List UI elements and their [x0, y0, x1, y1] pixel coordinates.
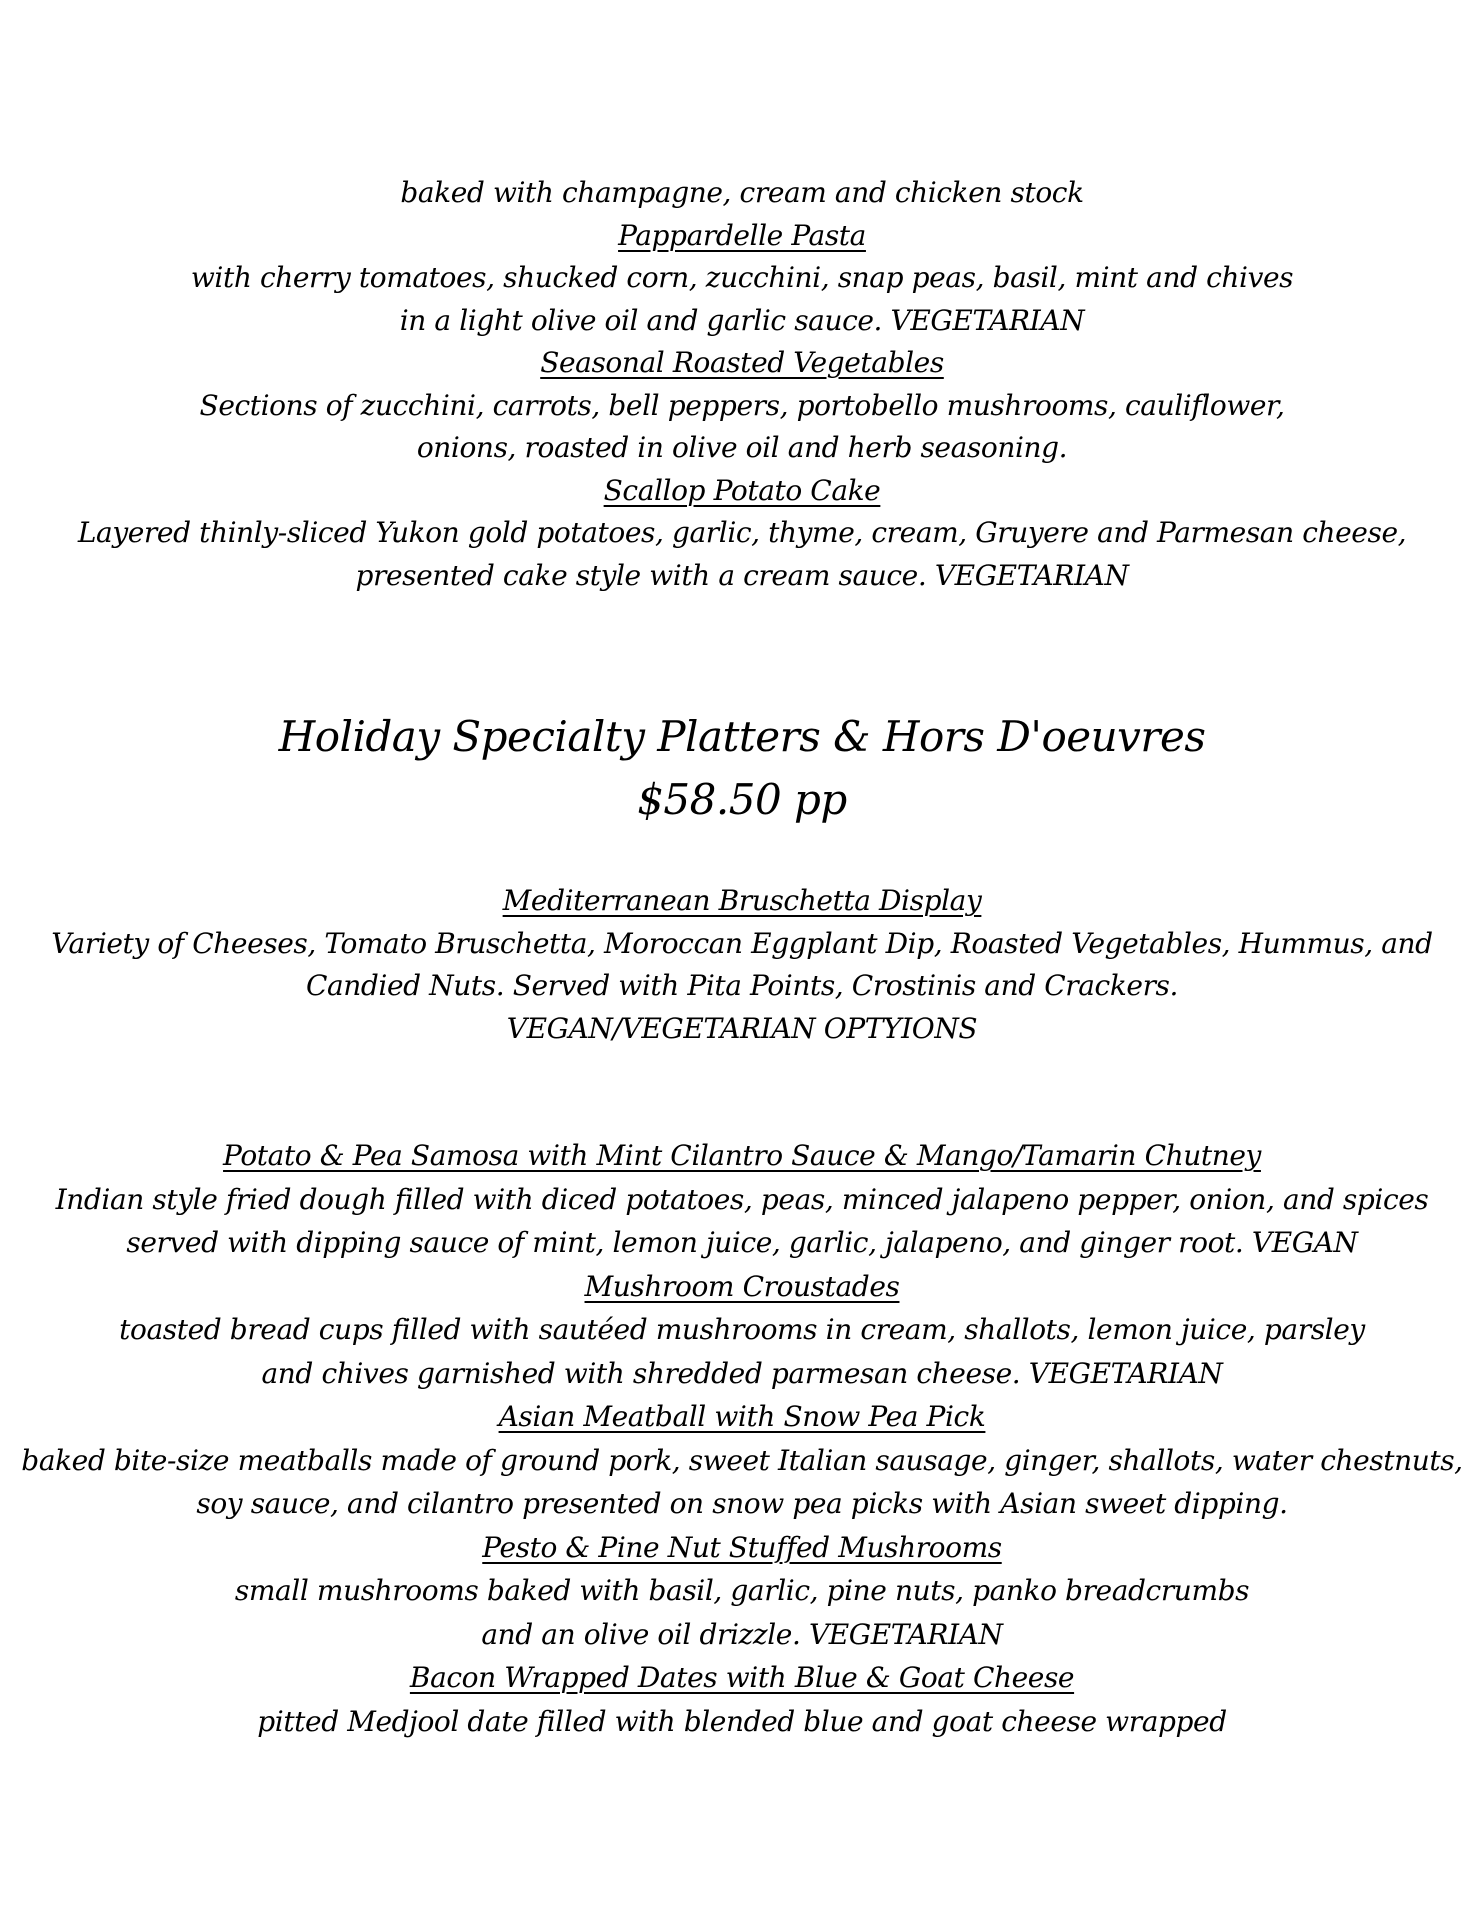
section-entrees-continued: [0, 172, 1484, 597]
menu-item-heading: Potato & Pea Samosa with Mint Cilantro Sauce & Mango/Tamarin Chutney: [223, 1139, 1261, 1172]
menu-item-heading: Asian Meatball with Snow Pea Pick: [498, 1400, 986, 1433]
menu-item-description: Candied Nuts. Served with Pita Points, Crostinis and Crackers.: [305, 969, 1179, 1002]
menu-item-heading: Pappardelle Pasta: [618, 218, 866, 252]
menu-item-description: VEGAN/VEGETARIAN OPTYIONS: [506, 1011, 978, 1045]
menu-item-description: toasted bread cups filled with sautéed mushrooms in cream, shallots, lemon juice, parsley: [119, 1313, 1365, 1346]
menu-item-heading: Mediterranean Bruschetta Display: [502, 884, 982, 917]
menu-item-description: baked with champagne, cream and chicken stock: [400, 176, 1084, 209]
menu-item-description: Layered thinly-sliced Yukon gold potatoes, garlic, thyme, cream, Gruyere and Parmesan cheese,: [77, 516, 1407, 549]
section-price: $58.50 pp: [637, 775, 847, 824]
menu-item-description: served with dipping sauce of mint, lemon juice, garlic, jalapeno, and ginger root. VEGAN: [126, 1226, 1358, 1259]
menu-item-description: baked bite-size meatballs made of ground pork, sweet Italian sausage, ginger, shallots, water chestnuts,: [21, 1443, 1463, 1477]
menu-item-description: small mushrooms baked with basil, garlic, pine nuts, panko breadcrumbs: [234, 1574, 1250, 1607]
section-hors-doeuvres: [0, 1134, 1484, 1743]
menu-item-description: onions, roasted in olive oil and herb seasoning.: [416, 431, 1068, 464]
menu-item-heading: Seasonal Roasted Vegetables: [540, 346, 944, 379]
menu-item-description: Sections of zucchini, carrots, bell peppers, portobello mushrooms, cauliflower,: [199, 388, 1285, 422]
menu-item-heading: Mushroom Croustades: [584, 1269, 900, 1303]
menu-item-description: soy sauce, and cilantro presented on snow pea picks with Asian sweet dipping.: [196, 1487, 1288, 1520]
menu-content: [0, 172, 1484, 1743]
menu-item-description: and chives garnished with shredded parmesan cheese. VEGETARIAN: [261, 1356, 1223, 1390]
menu-item-description: pitted Medjool date filled with blended blue and goat cheese wrapped: [257, 1704, 1227, 1738]
menu-item-description: in a light olive oil and garlic sauce. VEGETARIAN: [399, 303, 1085, 337]
menu-item-description: with cherry tomatoes, shucked corn, zucchini, snap peas, basil, mint and chives: [190, 261, 1294, 294]
menu-item-heading: Pesto & Pine Nut Stuffed Mushrooms: [482, 1530, 1002, 1564]
menu-item-description: Variety of Cheeses, Tomato Bruschetta, Moroccan Eggplant Dip, Roasted Vegetables, Hummus, and: [51, 926, 1433, 960]
section-platters-header: [0, 705, 1484, 831]
menu-item-heading: Scallop Potato Cake: [603, 473, 881, 507]
menu-item-description: presented cake style with a cream sauce. VEGETARIAN: [355, 558, 1129, 592]
section-bruschetta-display: [0, 880, 1484, 1050]
menu-item-description: and an olive oil drizzle. VEGETARIAN: [481, 1617, 1003, 1651]
section-title: Holiday Specialty Platters & Hors D'oeuvres: [278, 712, 1206, 761]
menu-item-heading: Bacon Wrapped Dates with Blue & Goat Cheese: [409, 1661, 1075, 1694]
menu-item-description: Indian style fried dough filled with diced potatoes, peas, minced jalapeno pepper, onion, and spices: [55, 1182, 1429, 1216]
